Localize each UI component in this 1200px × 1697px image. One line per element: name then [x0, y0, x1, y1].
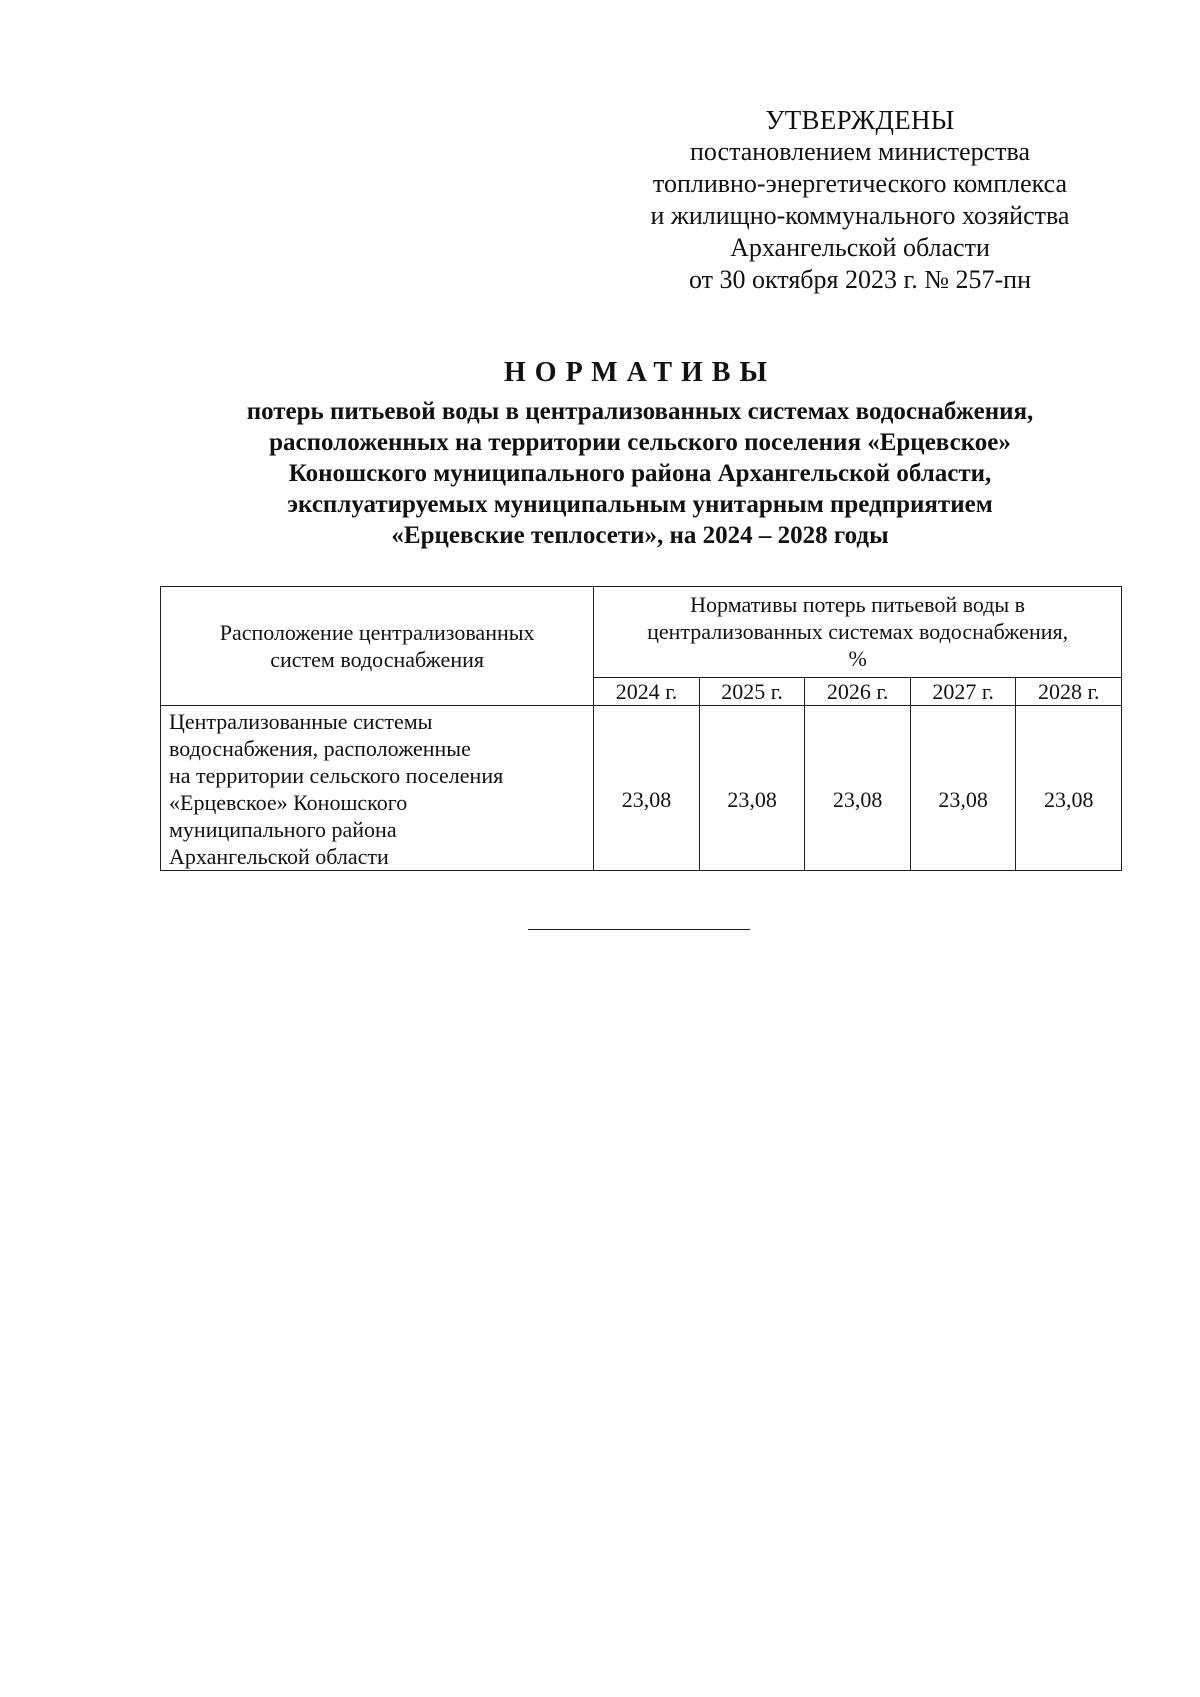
norms-table	[160, 586, 1122, 871]
value-cell: 23,08	[594, 706, 700, 871]
year-cell: 2028 г.	[1016, 678, 1122, 706]
location-cell	[161, 706, 594, 871]
approval-line: и жилищно-коммунального хозяйства	[650, 201, 1070, 230]
table-header-row	[161, 587, 1122, 678]
year-cell: 2025 г.	[699, 678, 805, 706]
location-line: на территории сельского поселения	[169, 763, 504, 788]
approval-block	[620, 104, 1100, 296]
title-main: НОРМАТИВЫ	[504, 357, 776, 388]
approval-line: от 30 октября 2023 г. № 257-пн	[689, 265, 1031, 294]
header-location-cell	[161, 587, 594, 706]
subtitle-line: Коношского муниципального района Архангельской области,	[288, 460, 992, 487]
location-line: муниципального района	[169, 817, 397, 842]
header-norms-line: Нормативы потерь питьевой воды в	[690, 592, 1026, 617]
closing-divider	[528, 929, 750, 930]
year-cell: 2027 г.	[910, 678, 1016, 706]
subtitle-line: «Ерцевские теплосети», на 2024 – 2028 годы	[391, 522, 889, 549]
location-line: «Ерцевское» Коношского	[169, 790, 408, 815]
subtitle-line: расположенных на территории сельского поселения «Ерцевское»	[269, 429, 1011, 456]
value-cell: 23,08	[805, 706, 911, 871]
location-line: водоснабжения, расположенные	[169, 736, 471, 761]
header-norms-cell	[594, 587, 1122, 678]
approval-line: постановлением министерства	[689, 137, 1031, 166]
subtitle-line: эксплуатируемых муниципальным унитарным предприятием	[287, 491, 993, 518]
value-cell: 23,08	[699, 706, 805, 871]
location-line: Архангельской области	[169, 844, 389, 869]
value-cell: 23,08	[910, 706, 1016, 871]
year-cell: 2024 г.	[594, 678, 700, 706]
approval-line: Архангельской области	[730, 233, 990, 262]
header-norms-line: централизованных системах водоснабжения,	[647, 619, 1069, 644]
year-cell: 2026 г.	[805, 678, 911, 706]
header-location-line: систем водоснабжения	[270, 647, 484, 672]
document-title	[160, 356, 1120, 551]
title-subtitle	[160, 396, 1120, 551]
header-location-line: Расположение централизованных	[219, 620, 535, 645]
header-norms-line: %	[848, 646, 867, 671]
location-line: Централизованные системы	[169, 709, 433, 734]
approval-heading: УТВЕРЖДЕНЫ	[765, 105, 955, 135]
table-row	[161, 706, 1122, 871]
subtitle-line: потерь питьевой воды в централизованных системах водоснабжения,	[246, 398, 1034, 425]
value-cell: 23,08	[1016, 706, 1122, 871]
approval-line: топливно-энергетического комплекса	[652, 169, 1068, 198]
